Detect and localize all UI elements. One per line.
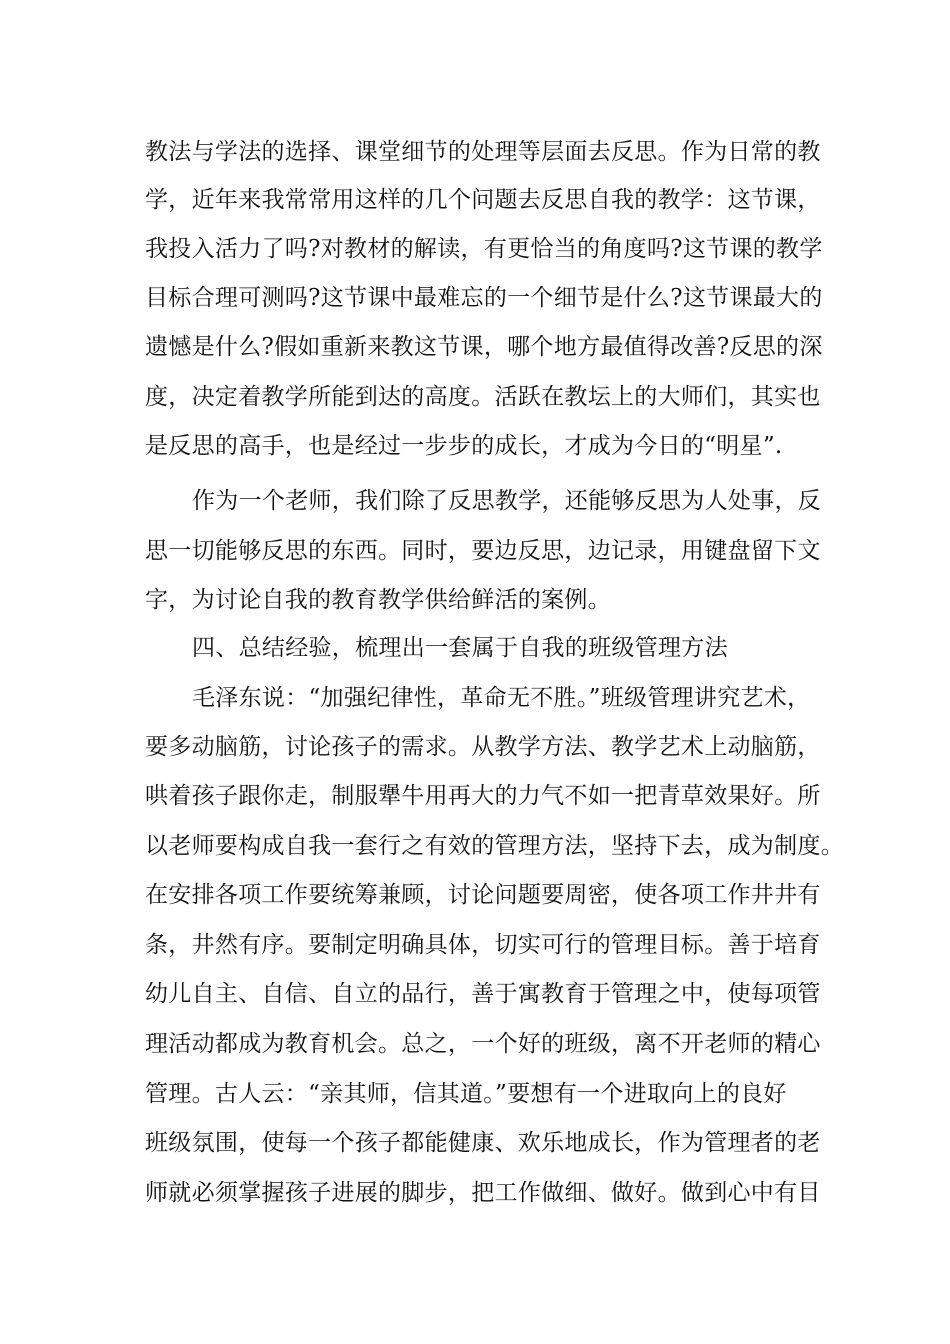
text-line-14: 哄着孩子跟你走，制服犟牛用再大的力气不如一把青草效果好。所 xyxy=(145,783,821,809)
section-heading: 四、总结经验，梳理出一套属于自我的班级管理方法 xyxy=(192,635,728,661)
paragraph-start-line: 毛泽东说：“加强纪律性，革命无不胜。”班级管理讲究艺术， xyxy=(192,685,811,711)
text-line-21: 班级氛围，使每一个孩子都能健康、欢乐地成长，作为管理者的老 xyxy=(145,1130,821,1156)
text-line-6: 度，决定着教学所能到达的高度。活跃在教坛上的大师们，其实也 xyxy=(145,384,821,410)
text-line-15: 以老师要构成自我一套行之有效的管理方法，坚持下去，成为制度。 xyxy=(145,833,844,859)
text-line-5: 遗憾是什么?假如重新来教这节课，哪个地方最值得改善?反思的深 xyxy=(145,334,823,360)
text-line-10: 字，为讨论自我的教育教学供给鲜活的案例。 xyxy=(145,587,611,613)
text-line-13: 要多动脑筋，讨论孩子的需求。从教学方法、教学艺术上动脑筋， xyxy=(145,734,821,760)
text-line-20: 管理。古人云：“亲其师，信其道。”要想有一个进取向上的良好 xyxy=(145,1081,787,1107)
text-line-18: 幼儿自主、自信、自立的品行，善于寓教育于管理之中，使每项管 xyxy=(145,981,821,1007)
text-line-2: 学，近年来我常常用这样的几个问题去反思自我的教学：这节课， xyxy=(145,187,821,213)
text-line-4: 目标合理可测吗?这节课中最难忘的一个细节是什么?这节课最大的 xyxy=(145,285,823,311)
text-line-3: 我投入活力了吗?对教材的解读，有更恰当的角度吗?这节课的教学 xyxy=(145,236,823,262)
text-line-17: 条，井然有序。要制定明确具体，切实可行的管理目标。善于培育 xyxy=(145,932,821,958)
text-line-1: 教法与学法的选择、课堂细节的处理等层面去反思。作为日常的教 xyxy=(145,139,821,165)
text-line-7: 是反思的高手，也是经过一步步的成长，才成为今日的“明星”. xyxy=(145,433,783,459)
text-line-16: 在安排各项工作要统筹兼顾，讨论问题要周密，使各项工作井井有 xyxy=(145,882,821,908)
text-line-19: 理活动都成为教育机会。总之，一个好的班级，离不开老师的精心 xyxy=(145,1031,821,1057)
text-line-9: 思一切能够反思的东西。同时，要边反思，边记录，用键盘留下文 xyxy=(145,538,821,564)
paragraph-start-line: 作为一个老师，我们除了反思教学，还能够反思为人处事，反 xyxy=(192,488,822,514)
text-line-22: 师就必须掌握孩子进展的脚步，把工作做细、做好。做到心中有目 xyxy=(145,1180,821,1206)
